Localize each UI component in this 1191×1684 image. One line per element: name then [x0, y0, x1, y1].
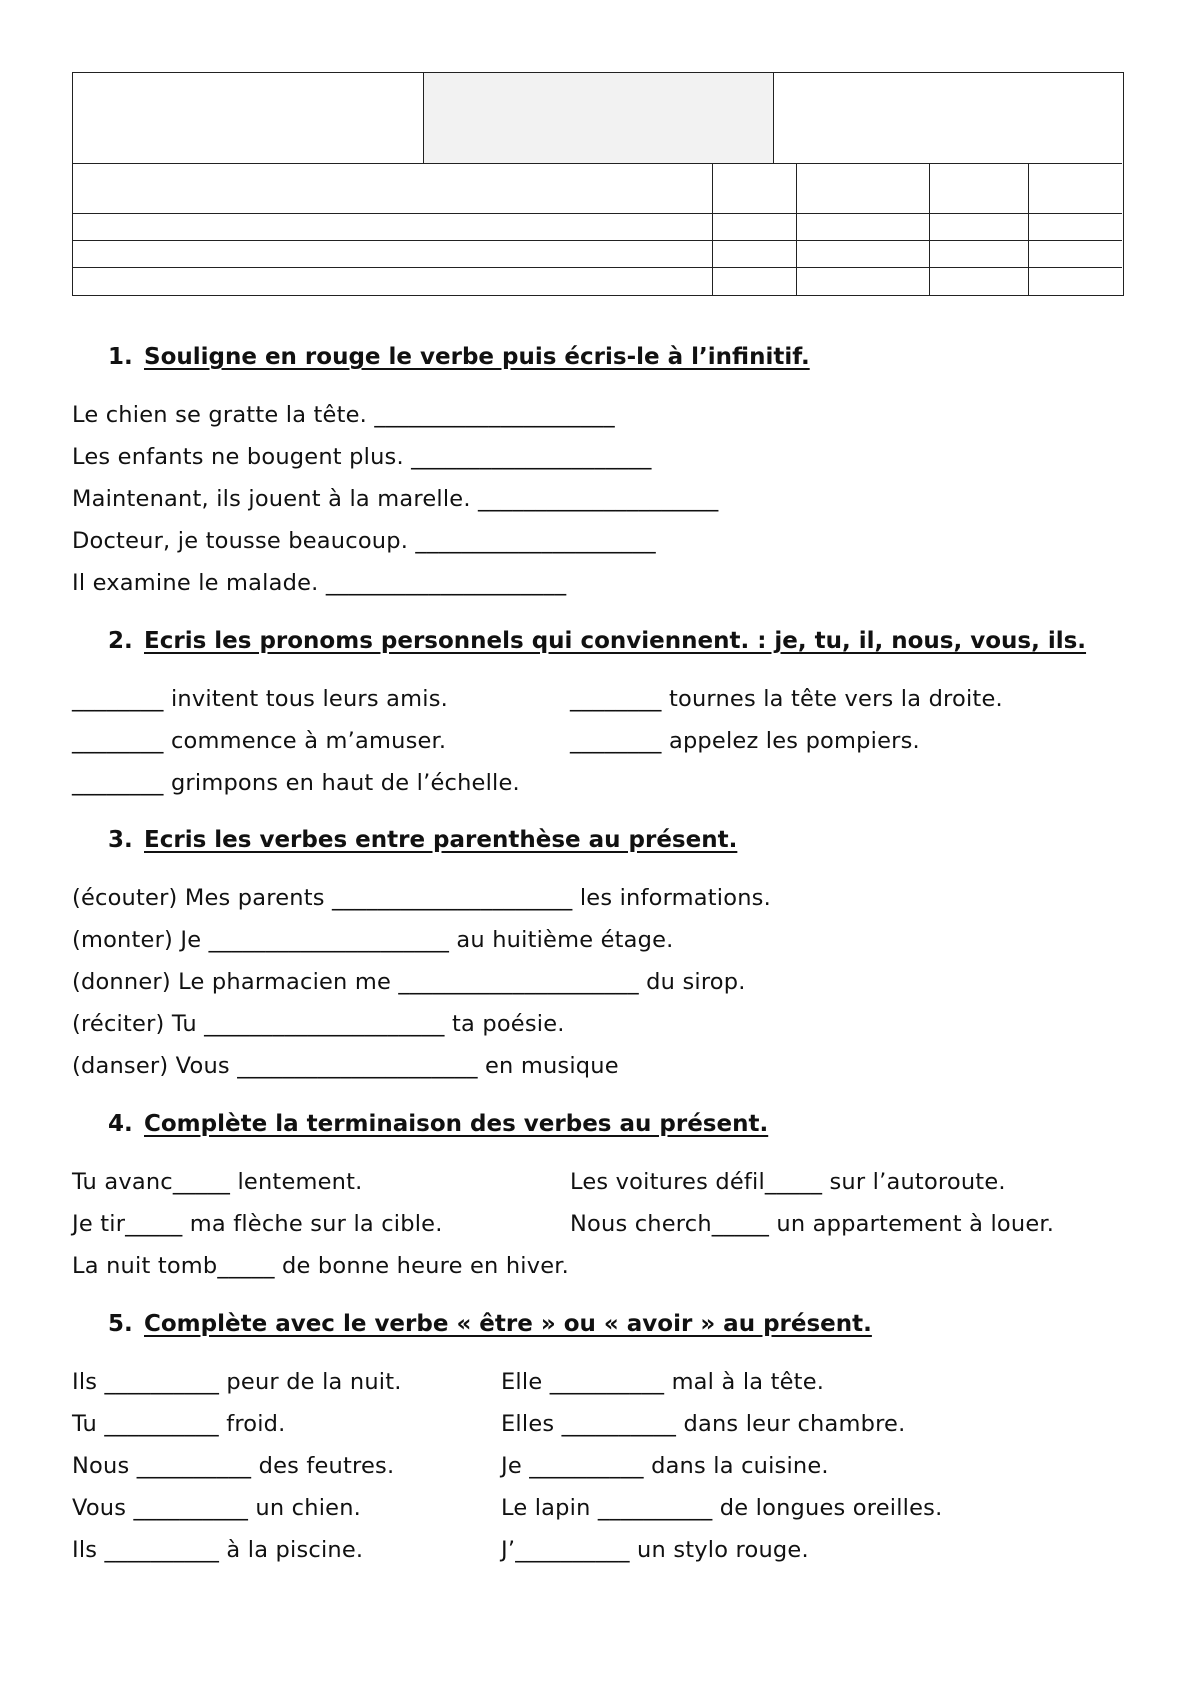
- exercise-number: 5.: [108, 1311, 133, 1337]
- exercise-5-line-right: Elle __________ mal à la tête.: [501, 1369, 825, 1395]
- exercise-5-line-right: Je __________ dans la cuisine.: [501, 1453, 829, 1479]
- exercise-2-line-left: ________ grimpons en haut de l’échelle.: [72, 770, 520, 796]
- exercise-3-line: (danser) Vous _____________________ en musique: [72, 1053, 619, 1079]
- exercise-5-line-left: Nous __________ des feutres.: [72, 1453, 395, 1479]
- exercise-5-line-right: Elles __________ dans leur chambre.: [501, 1411, 906, 1437]
- exercise-title: Complète avec le verbe « être » ou « avoir » au présent.: [144, 1311, 872, 1337]
- exercise-title: Ecris les verbes entre parenthèse au présent.: [144, 827, 738, 853]
- exercise-1-heading: [108, 344, 810, 370]
- exercise-2-line-left: ________ commence à m’amuser.: [72, 728, 447, 754]
- exercise-3-heading: [108, 827, 737, 853]
- exercise-5-line-left: Vous __________ un chien.: [72, 1495, 362, 1521]
- exercise-number: 1.: [108, 344, 133, 370]
- exercise-title: Ecris les pronoms personnels qui conviennent. : je, tu, il, nous, vous, ils.: [144, 628, 1087, 654]
- exercise-2-line-right: ________ tournes la tête vers la droite.: [570, 686, 1003, 712]
- exercise-5-heading: [108, 1311, 872, 1337]
- exercise-2-line-right: ________ appelez les pompiers.: [570, 728, 920, 754]
- exercise-4-heading: [108, 1111, 768, 1137]
- exercise-4-line-right: Nous cherch_____ un appartement à louer.: [570, 1211, 1055, 1237]
- exercise-title: Souligne en rouge le verbe puis écris-le à l’infinitif.: [144, 344, 810, 370]
- exercise-5-line-left: Ils __________ peur de la nuit.: [72, 1369, 402, 1395]
- header-cell-center: [423, 73, 773, 163]
- exercise-3-line: (donner) Le pharmacien me _____________________ du sirop.: [72, 969, 746, 995]
- exercise-5-line-right: Le lapin __________ de longues oreilles.: [501, 1495, 943, 1521]
- exercise-1-line: Docteur, je tousse beaucoup. _____________________: [72, 528, 656, 554]
- header-cell-right: [773, 73, 1123, 163]
- exercise-number: 4.: [108, 1111, 133, 1137]
- exercise-4-line-left: Je tir_____ ma flèche sur la cible.: [72, 1211, 443, 1237]
- exercise-number: 2.: [108, 628, 133, 654]
- exercise-1-line: Le chien se gratte la tête. _____________________: [72, 402, 615, 428]
- header-table: [72, 72, 1124, 296]
- header-cell-left: [73, 73, 423, 163]
- exercise-1-line: Les enfants ne bougent plus. _____________________: [72, 444, 652, 470]
- exercise-1-line: Il examine le malade. _____________________: [72, 570, 567, 596]
- exercise-number: 3.: [108, 827, 133, 853]
- exercise-4-line-left: Tu avanc_____ lentement.: [72, 1169, 363, 1195]
- exercise-title: Complète la terminaison des verbes au présent.: [144, 1111, 769, 1137]
- exercise-3-line: (réciter) Tu _____________________ ta poésie.: [72, 1011, 565, 1037]
- exercise-1-line: Maintenant, ils jouent à la marelle. _____________________: [72, 486, 719, 512]
- exercise-2-line-left: ________ invitent tous leurs amis.: [72, 686, 448, 712]
- exercise-4-line-left: La nuit tomb_____ de bonne heure en hiver.: [72, 1253, 570, 1279]
- exercise-5-line-left: Ils __________ à la piscine.: [72, 1537, 364, 1563]
- exercise-3-line: (écouter) Mes parents _____________________ les informations.: [72, 885, 771, 911]
- exercise-5-line-right: J’__________ un stylo rouge.: [501, 1537, 809, 1563]
- exercise-2-heading: [108, 628, 1086, 654]
- exercise-3-line: (monter) Je _____________________ au huitième étage.: [72, 927, 674, 953]
- exercise-4-line-right: Les voitures défil_____ sur l’autoroute.: [570, 1169, 1006, 1195]
- exercise-5-line-left: Tu __________ froid.: [72, 1411, 286, 1437]
